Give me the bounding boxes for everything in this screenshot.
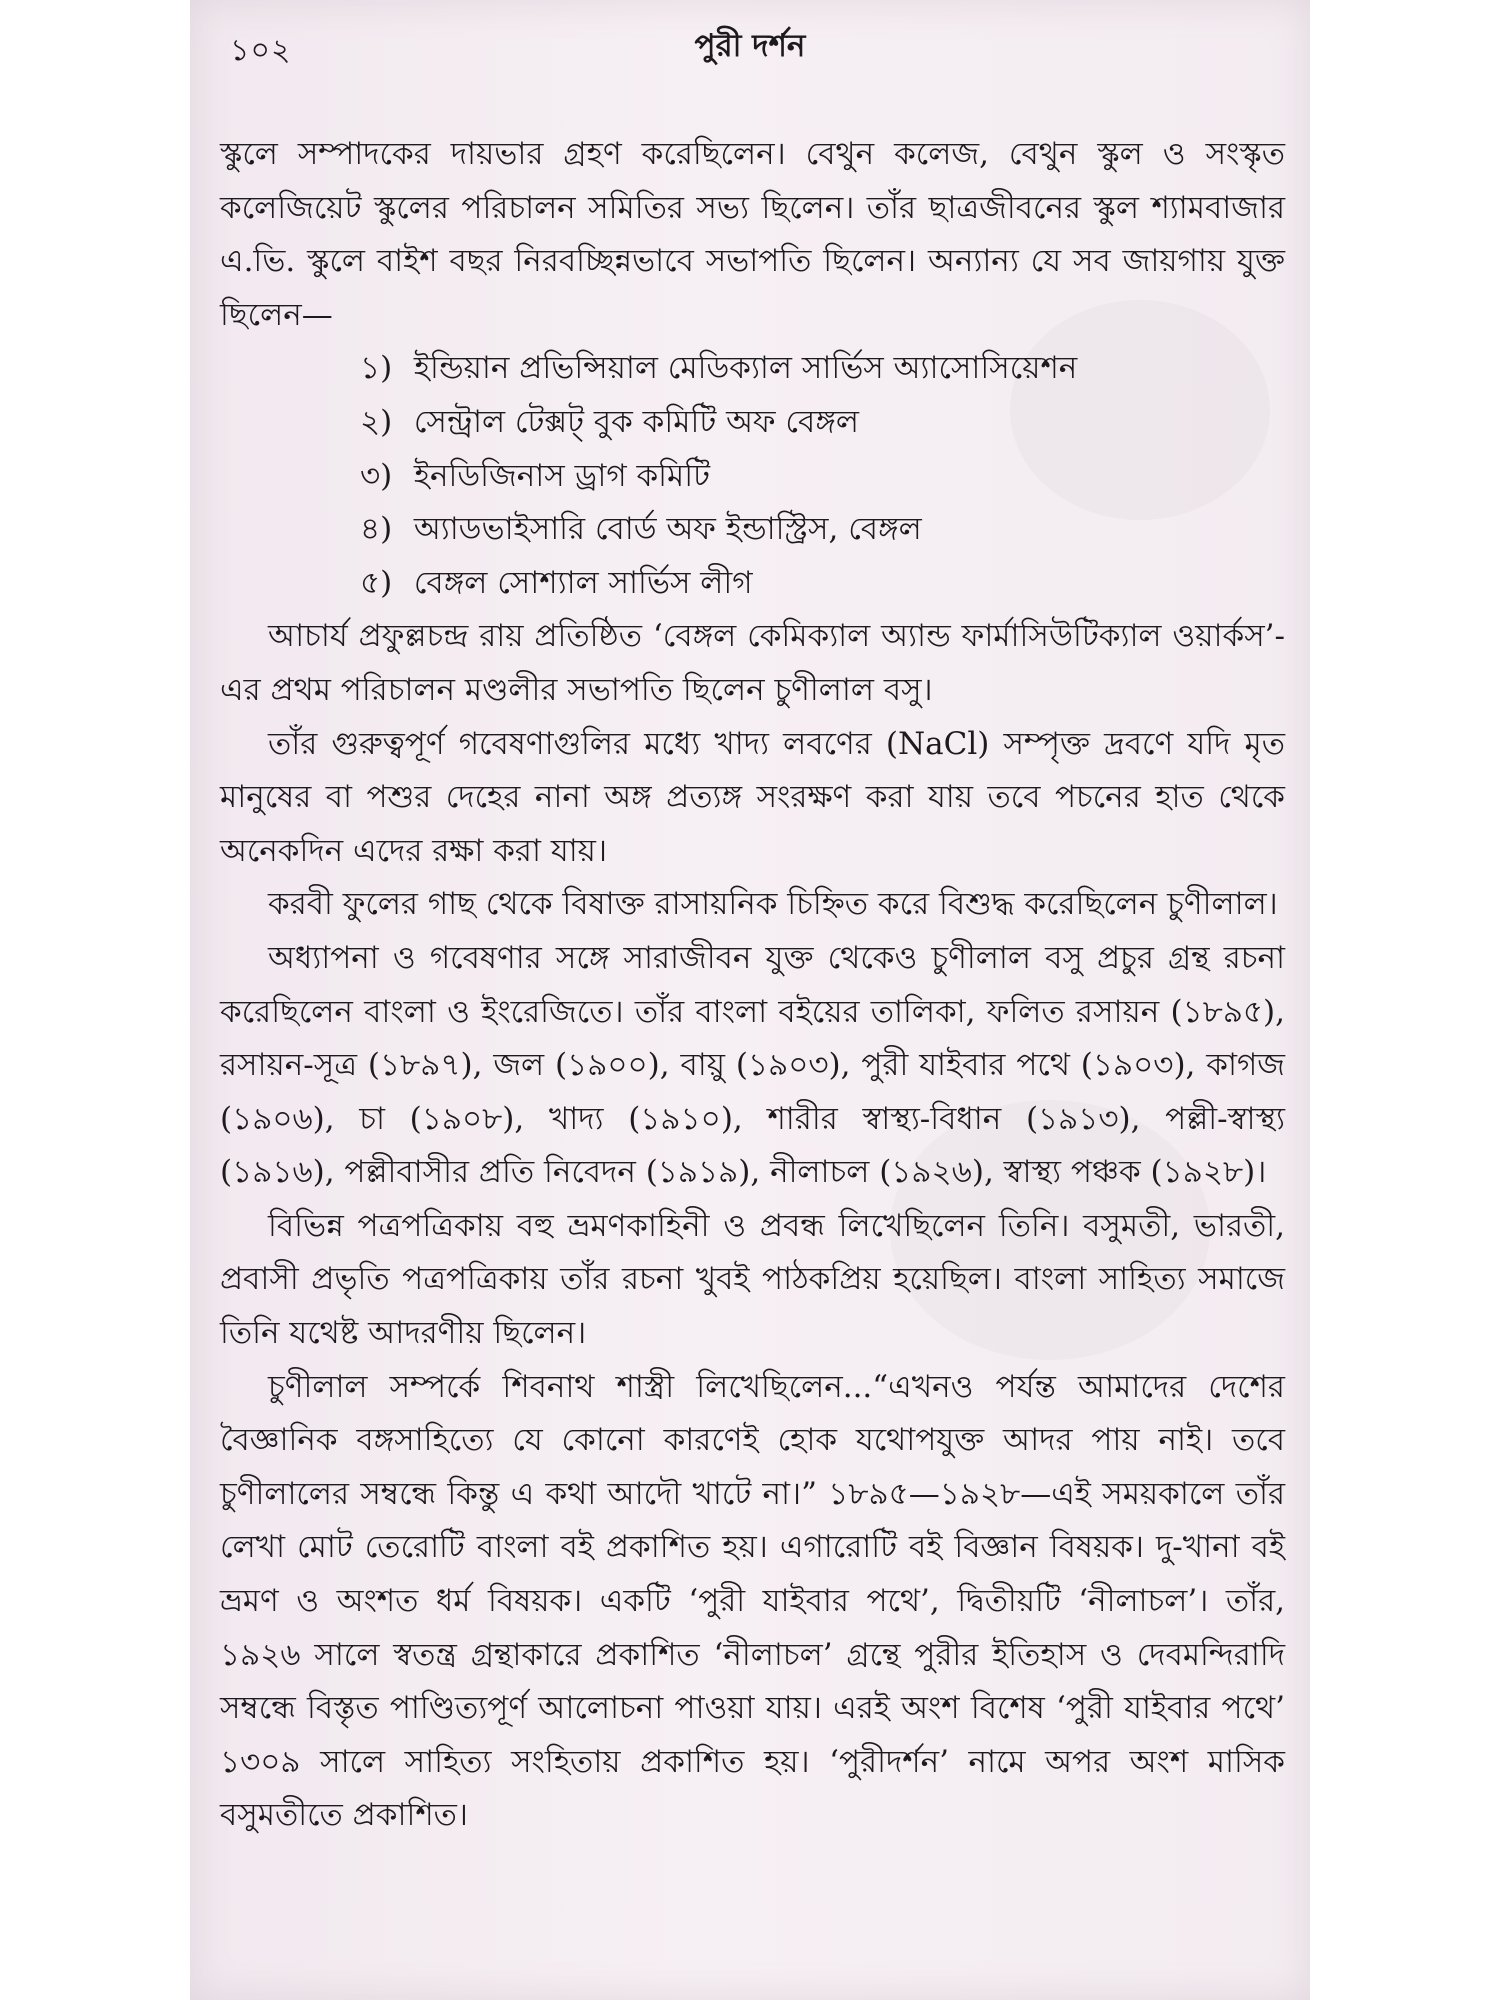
page-header xyxy=(190,18,1310,68)
list-item xyxy=(360,396,1285,450)
running-title: পুরী দর্শন xyxy=(694,28,806,64)
list-item-number: ৩) xyxy=(360,457,393,494)
list-item-text: সেন্ট্রাল টেক্সট্ বুক কমিটি অফ বেঙ্গল xyxy=(413,403,859,440)
paragraph: অধ্যাপনা ও গবেষণার সঙ্গে সারাজীবন যুক্ত থেকেও চুণীলাল বসু প্রচুর গ্রন্থ রচনা করেছিলেন বাংলা ও ইংরেজিতে। তাঁর বাংলা বইয়ের তালিকা, ফলিত রসায়ন (১৮৯৫), রসায়ন-সূত্র (১৮৯৭), জল (১৯০০), বায়ু (১৯০৩), পুরী যাইবার পথে (১৯০৩), কাগজ (১৯০৬), চা (১৯০৮), খাদ্য (১৯১০), শারীর স্বাস্থ্য-বিধান (১৯১৩), পল্লী-স্বাস্থ্য (১৯১৬), পল্লীবাসীর প্রতি নিবেদন (১৯১৯), নীলাচল (১৯২৬), স্বাস্থ্য পঞ্চক (১৯২৮)। xyxy=(220,939,1285,1191)
list-item-text: ইন্ডিয়ান প্রভিন্সিয়াল মেডিক্যাল সার্ভিস অ্যাসোসিয়েশন xyxy=(413,350,1078,387)
list-item-number: ১) xyxy=(360,350,393,387)
list-item-text: অ্যাডভাইসারি বোর্ড অফ ইন্ডাস্ট্রিস, বেঙ্গল xyxy=(413,511,922,548)
page-number: ১০২ xyxy=(230,33,292,68)
body-text xyxy=(220,128,1285,1843)
paragraph: বিভিন্ন পত্রপত্রিকায় বহু ভ্রমণকাহিনী ও প্রবন্ধ লিখেছিলেন তিনি। বসুমতী, ভারতী, প্রবাসী প্রভৃতি পত্রপত্রিকায় তাঁর রচনা খুবই পাঠকপ্রিয় হয়েছিল। বাংলা সাহিত্য সমাজে তিনি যথেষ্ট আদরণীয় ছিলেন। xyxy=(220,1207,1285,1352)
paragraph: তাঁর গুরুত্বপূর্ণ গবেষণাগুলির মধ্যে খাদ্য লবণের (NaCl) সম্পৃক্ত দ্রবণে যদি মৃত মানুষের বা পশুর দেহের নানা অঙ্গ প্রত্যঙ্গ সংরক্ষণ করা যায় তবে পচনের হাত থেকে অনেকদিন এদের রক্ষা করা যায়। xyxy=(220,725,1285,869)
book-page xyxy=(190,0,1310,2000)
list-item-text: ইনডিজিনাস ড্রাগ কমিটি xyxy=(413,457,711,494)
list-item xyxy=(360,342,1285,396)
list-item xyxy=(360,557,1285,611)
paragraph: করবী ফুলের গাছ থেকে বিষাক্ত রাসায়নিক চিহ্নিত করে বিশুদ্ধ করেছিলেন চুণীলাল। xyxy=(268,886,1278,923)
list-item-number: ২) xyxy=(360,403,393,440)
list-item xyxy=(360,450,1285,504)
committee-list xyxy=(220,342,1285,610)
list-item-text: বেঙ্গল সোশ্যাল সার্ভিস লীগ xyxy=(413,564,753,601)
list-item-number: ৫) xyxy=(360,564,393,601)
paragraph: চুণীলাল সম্পর্কে শিবনাথ শাস্ত্রী লিখেছিলেন...“এখনও পর্যন্ত আমাদের দেশের বৈজ্ঞানিক বঙ্গসাহিত্যে যে কোনো কারণেই হোক যথোপযুক্ত আদর পায় নাই। তবে চুণীলালের সম্বন্ধে কিন্তু এ কথা আদৌ খাটে না।” ১৮৯৫—১৯২৮—এই সময়কালে তাঁর লেখা মোট তেরোটি বাংলা বই প্রকাশিত হয়। এগারোটি বই বিজ্ঞান বিষয়ক। দু-খানা বই ভ্রমণ ও অংশত ধর্ম বিষয়ক। একটি ‘পুরী যাইবার পথে’, দ্বিতীয়টি ‘নীলাচল’। তাঁর, ১৯২৬ সালে স্বতন্ত্র গ্রন্থাকারে প্রকাশিত ‘নীলাচল’ গ্রন্থে পুরীর ইতিহাস ও দেবমন্দিরাদি সম্বন্ধে বিস্তৃত পাণ্ডিত্যপূর্ণ আলোচনা পাওয়া যায়। এরই অংশ বিশেষ ‘পুরী যাইবার পথে’ ১৩০৯ সালে সাহিত্য সংহিতায় প্রকাশিত হয়। ‘পুরীদর্শন’ নামে অপর অংশ মাসিক বসুমতীতে প্রকাশিত। xyxy=(220,1368,1285,1834)
list-item xyxy=(360,503,1285,557)
paragraph: স্কুলে সম্পাদকের দায়ভার গ্রহণ করেছিলেন। বেথুন কলেজ, বেথুন স্কুল ও সংস্কৃত কলেজিয়েট স্কুলের পরিচালন সমিতির সভ্য ছিলেন। তাঁর ছাত্রজীবনের স্কুল শ্যামবাজার এ.ভি. স্কুলে বাইশ বছর নিরবচ্ছিন্নভাবে সভাপতি ছিলেন। অন্যান্য যে সব জায়গায় যুক্ত ছিলেন— xyxy=(220,136,1285,333)
list-item-number: ৪) xyxy=(360,511,393,548)
paragraph: আচার্য প্রফুল্লচন্দ্র রায় প্রতিষ্ঠিত ‘বেঙ্গল কেমিক্যাল অ্যান্ড ফার্মাসিউটিক্যাল ওয়ার্কস’-এর প্রথম পরিচালন মণ্ডলীর সভাপতি ছিলেন চুণীলাল বসু। xyxy=(220,618,1285,708)
